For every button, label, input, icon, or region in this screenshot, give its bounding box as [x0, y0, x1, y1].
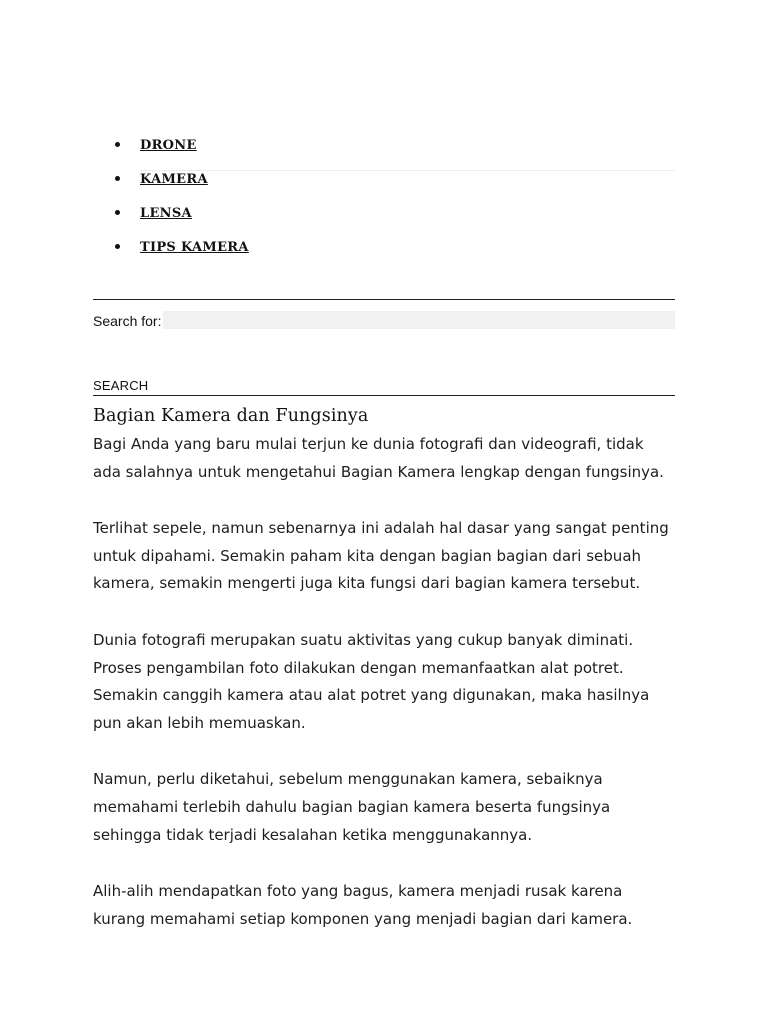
- search-form: [93, 311, 675, 329]
- search-input[interactable]: [163, 311, 675, 329]
- nav-link-drone[interactable]: DRONE: [140, 138, 197, 153]
- search-top-rule: [93, 299, 675, 300]
- article-paragraph: Terlihat sepele, namun sebenarnya ini adalah hal dasar yang sangat penting untuk dipahami. Semakin paham kita dengan bagian bagian dari sebuah kamera, semakin mengerti juga kita fungsi dari bagian kamera tersebut.: [93, 519, 669, 593]
- article-body: [93, 431, 675, 962]
- nav-item-kamera: [93, 162, 675, 196]
- search-bottom-rule: [93, 395, 675, 396]
- nav-item-tips-kamera: [93, 230, 675, 264]
- nav-divider: [140, 170, 675, 171]
- nav-link-lensa[interactable]: LENSA: [140, 206, 192, 221]
- nav-item-drone: [93, 128, 675, 162]
- category-nav: [93, 128, 675, 264]
- article-title: Bagian Kamera dan Fungsinya: [93, 406, 369, 426]
- bullet-icon: [115, 176, 120, 181]
- bullet-icon: [115, 142, 120, 147]
- search-label: Search for:: [93, 313, 162, 329]
- bullet-icon: [115, 210, 120, 215]
- nav-link-tips-kamera[interactable]: TIPS KAMERA: [140, 240, 249, 255]
- article-paragraph: Namun, perlu diketahui, sebelum menggunakan kamera, sebaiknya memahami terlebih dahulu bagian bagian kamera beserta fungsinya sehingga tidak terjadi kesalahan ketika menggunakannya.: [93, 770, 611, 844]
- search-button[interactable]: SEARCH: [93, 378, 149, 393]
- nav-link-kamera[interactable]: KAMERA: [140, 172, 208, 187]
- nav-item-lensa: [93, 196, 675, 230]
- article-paragraph: Bagi Anda yang baru mulai terjun ke dunia fotografi dan videografi, tidak ada salahnya untuk mengetahui Bagian Kamera lengkap dengan fungsinya.: [93, 435, 664, 481]
- article-paragraph: Dunia fotografi merupakan suatu aktivitas yang cukup banyak diminati. Proses pengambilan foto dilakukan dengan memanfaatkan alat potret. Semakin canggih kamera atau alat potret yang digunakan, maka hasilnya pun akan lebih memuaskan.: [93, 630, 650, 732]
- article-paragraph: Alih-alih mendapatkan foto yang bagus, kamera menjadi rusak karena kurang memahami setiap komponen yang menjadi bagian dari kamera.: [93, 882, 633, 928]
- bullet-icon: [115, 244, 120, 249]
